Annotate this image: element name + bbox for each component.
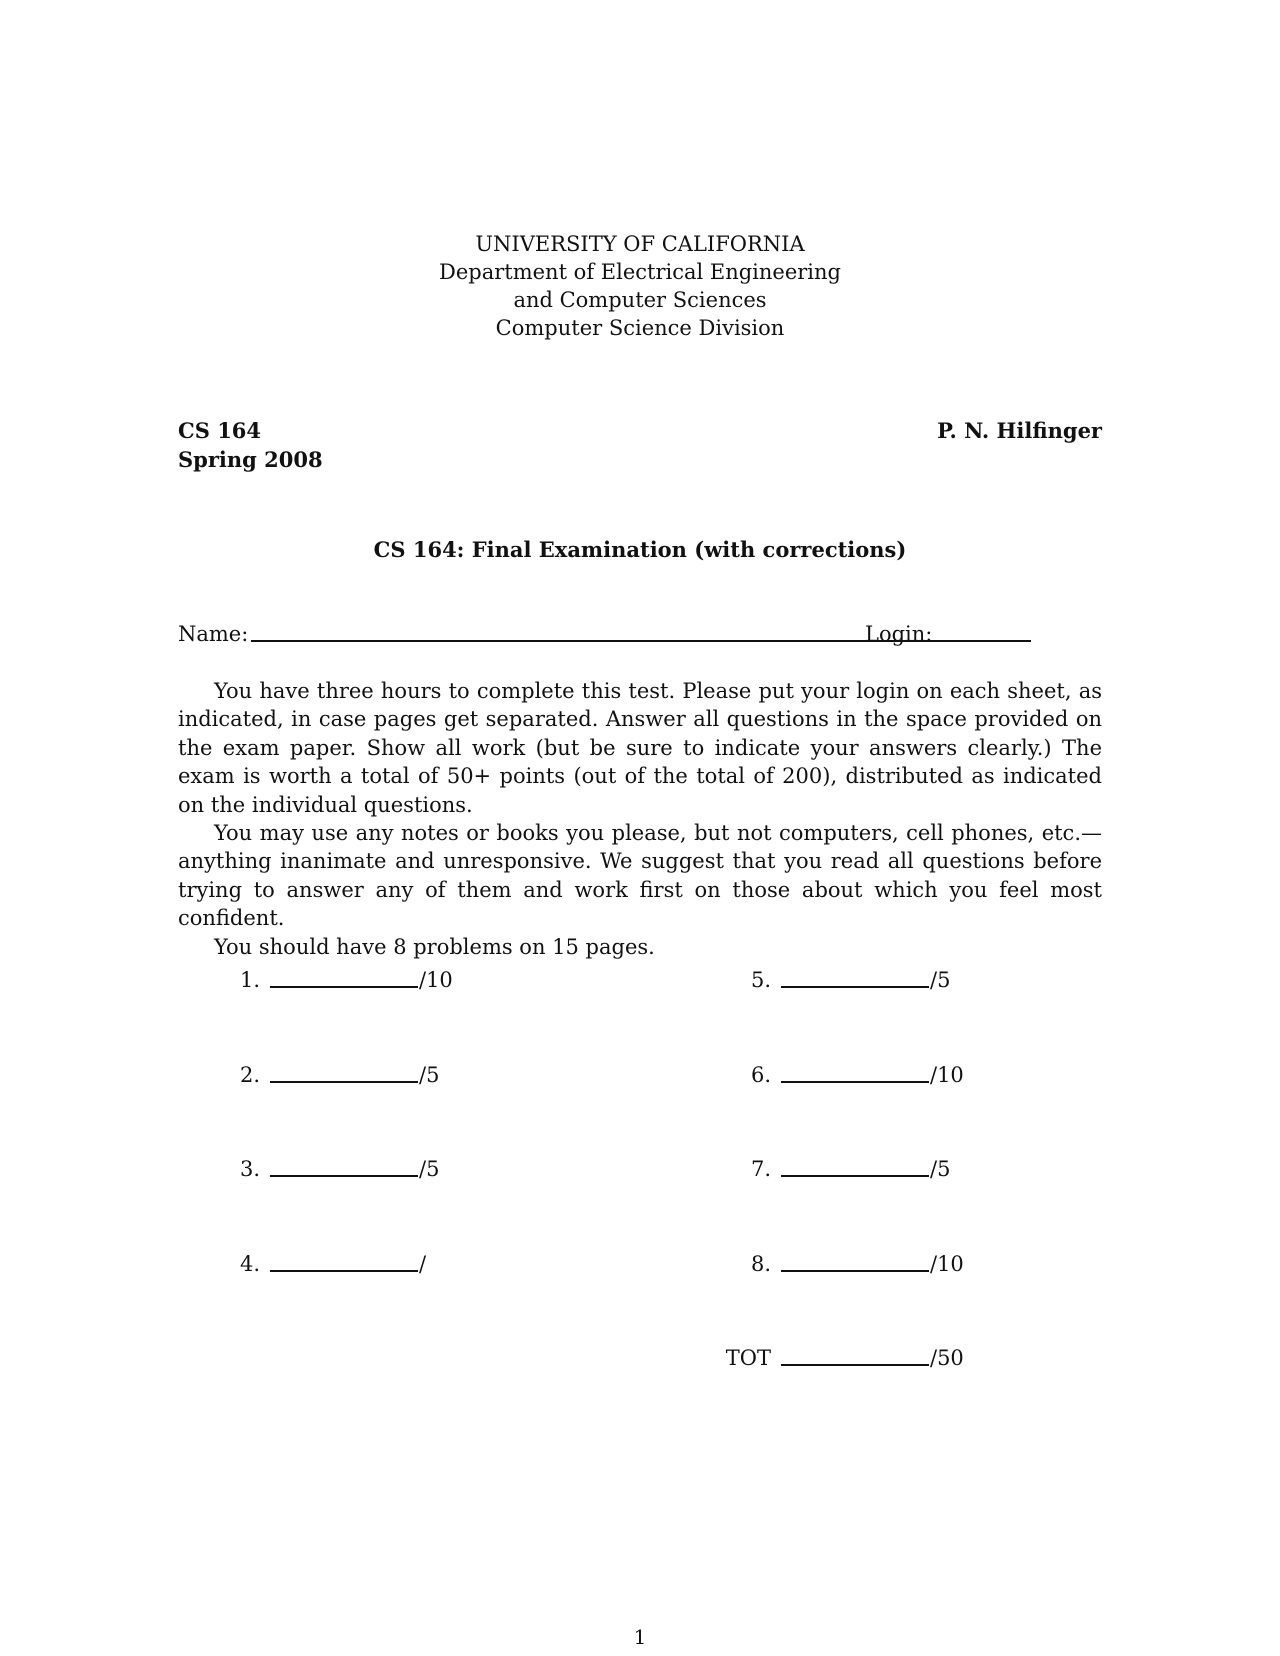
instructor-name: P. N. Hilfinger [937,418,1102,443]
instructions [178,677,1102,961]
score-label: 4. [239,1252,260,1276]
score-label: TOT [725,1346,771,1370]
login-blank[interactable] [935,640,1009,642]
score-max: /10 [930,1252,964,1276]
score-entry-7 [711,1157,971,1187]
score-blank[interactable] [781,1081,929,1083]
score-entry-4 [200,1252,460,1282]
score-entry-3 [200,1157,460,1187]
score-label: 1. [239,968,260,992]
instructions-paragraph: You have three hours to complete this test. Please put your login on each sheet, as indicated, in case pages get separated. Answer all questions in the space provided on the exam paper. Show all work (but be sure to indicate your answers clearly.) The exam is worth a total of 50+ points (out of the total of 200), distributed as indicated on the individual questions. [178,679,1102,817]
score-max: /10 [930,1063,964,1087]
score-max: /50 [930,1346,964,1370]
instructions-paragraph: You may use any notes or books you please, but not computers, cell phones, etc.—anything inanimate and unresponsive. We suggest that you read all questions before trying to answer any of them and work first on those about which you feel most confident. [178,821,1102,931]
university-header [0,230,1280,342]
division-name: Computer Science Division [495,316,785,340]
score-label: 6. [750,1063,771,1087]
department-name: Department of Electrical Engineering [439,260,841,284]
login-label: Login: [865,622,933,646]
score-entry-8 [711,1252,971,1282]
score-blank[interactable] [270,1081,418,1083]
score-blank[interactable] [270,1270,418,1272]
course-term: Spring 2008 [178,447,323,472]
score-label: 2. [239,1063,260,1087]
score-blank[interactable] [270,1175,418,1177]
name-login-row [178,622,1102,652]
score-blank[interactable] [781,1270,929,1272]
exam-title: CS 164: Final Examination (with corrections) [373,537,907,562]
course-code: CS 164 [178,418,262,443]
name-label: Name: [178,622,249,646]
score-max: /5 [930,968,951,992]
university-name: UNIVERSITY OF CALIFORNIA [475,232,805,256]
score-entry-2 [200,1063,460,1093]
score-max: /10 [419,968,453,992]
instructions-paragraph: You should have 8 problems on 15 pages. [214,934,655,959]
score-entry-1 [200,968,460,998]
score-blank[interactable] [781,986,929,988]
score-max: /5 [930,1157,951,1181]
score-label: 7. [750,1157,771,1181]
score-max: /5 [419,1157,440,1181]
score-entry-5 [711,968,971,998]
score-label: 5. [750,968,771,992]
score-max: /5 [419,1063,440,1087]
score-label: 3. [239,1157,260,1181]
score-blank[interactable] [270,986,418,988]
page-number: 1 [633,1625,647,1649]
score-blank[interactable] [781,1175,929,1177]
score-label: 8. [750,1252,771,1276]
score-max: / [419,1252,427,1276]
department-name-cont: and Computer Sciences [513,288,767,312]
score-blank[interactable] [781,1364,929,1366]
score-entry-6 [711,1063,971,1093]
course-info [178,416,323,474]
score-entry-total [711,1346,971,1376]
